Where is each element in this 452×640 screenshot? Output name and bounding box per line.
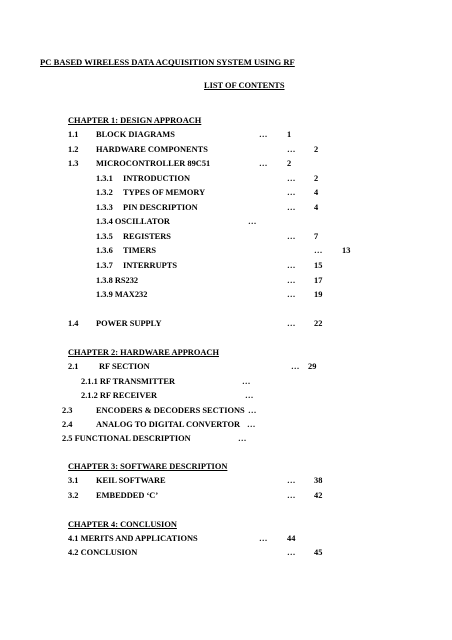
toc-dots: …	[287, 188, 296, 197]
chapter-1-heading: CHAPTER 1: DESIGN APPROACH	[68, 116, 202, 125]
toc-number: 1.4	[68, 319, 79, 328]
toc-page: 42	[314, 491, 323, 500]
toc-dots: …	[287, 145, 296, 154]
toc-dots: …	[291, 362, 300, 371]
toc-dots: …	[247, 420, 256, 429]
toc-dots: …	[287, 319, 296, 328]
toc-dots: …	[248, 406, 257, 415]
toc-dots: …	[287, 276, 296, 285]
toc-number: 1.3.3	[96, 203, 113, 212]
toc-label: 2.5 FUNCTIONAL DESCRIPTION	[62, 434, 191, 443]
chapter-2-heading: CHAPTER 2: HARDWARE APPROACH	[68, 348, 219, 357]
toc-dots: …	[287, 548, 296, 557]
toc-label: EMBEDDED ‘C’	[96, 491, 159, 500]
toc-number: 1.3	[68, 159, 79, 168]
toc-page: 38	[314, 476, 323, 485]
toc-number: 1.3.7	[96, 261, 113, 270]
toc-label: TYPES OF MEMORY	[123, 188, 206, 197]
toc-number: 1.1	[68, 130, 79, 139]
toc-dots: …	[287, 203, 296, 212]
toc-label: 1.3.4 OSCILLATOR	[96, 217, 170, 226]
toc-dots: …	[287, 261, 296, 270]
toc-label: KEIL SOFTWARE	[96, 476, 166, 485]
toc-label: ENCODERS & DECODERS SECTIONS	[96, 406, 245, 415]
toc-label: 2.1.1 RF TRANSMITTER	[81, 377, 175, 386]
toc-label: TIMERS	[123, 246, 157, 255]
toc-label: BLOCK DIAGRAMS	[96, 130, 175, 139]
toc-label: 1.3.9 MAX232	[96, 290, 148, 299]
toc-dots: …	[287, 476, 296, 485]
toc-dots: …	[259, 130, 268, 139]
toc-dots: …	[314, 246, 323, 255]
list-of-contents-heading: LIST OF CONTENTS	[204, 81, 285, 90]
document-title: PC BASED WIRELESS DATA ACQUISITION SYSTEM USING RF	[40, 57, 295, 67]
toc-number: 1.3.2	[96, 188, 113, 197]
toc-dots: …	[242, 377, 251, 386]
toc-dots: …	[259, 159, 268, 168]
toc-dots: …	[248, 217, 257, 226]
toc-page: 13	[342, 246, 351, 255]
toc-label: ANALOG TO DIGITAL CONVERTOR	[96, 420, 241, 429]
toc-label: 2.1.2 RF RECEIVER	[81, 391, 158, 400]
toc-label: HARDWARE COMPONENTS	[96, 145, 208, 154]
chapter-3-heading: CHAPTER 3: SOFTWARE DESCRIPTION	[68, 462, 228, 471]
toc-number: 3.2	[68, 491, 79, 500]
toc-page: 2	[314, 145, 319, 154]
toc-label: MICROCONTROLLER 89C51	[96, 159, 211, 168]
toc-label: PIN DESCRIPTION	[123, 203, 198, 212]
toc-number: 1.2	[68, 145, 79, 154]
toc-number: 1.3.6	[96, 246, 113, 255]
toc-page: 2	[314, 174, 319, 183]
toc-dots: …	[245, 391, 254, 400]
toc-number: 2.1	[68, 362, 79, 371]
toc-page: 4	[314, 188, 319, 197]
toc-label: POWER SUPPLY	[96, 319, 162, 328]
toc-dots: …	[259, 534, 268, 543]
toc-number: 1.3.1	[96, 174, 113, 183]
toc-dots: …	[287, 174, 296, 183]
toc-label: 4.1 MERITS AND APPLICATIONS	[68, 534, 198, 543]
toc-page: 19	[314, 290, 323, 299]
toc-dots: …	[287, 232, 296, 241]
toc-number: 2.4	[62, 420, 73, 429]
toc-page: 45	[314, 548, 323, 557]
toc-label: INTRODUCTION	[123, 174, 191, 183]
toc-dots: …	[287, 290, 296, 299]
toc-dots: …	[287, 491, 296, 500]
toc-page: 7	[314, 232, 319, 241]
toc-number: 2.3	[62, 406, 73, 415]
toc-label: RF SECTION	[99, 362, 150, 371]
toc-label: 1.3.8 RS232	[96, 276, 139, 285]
toc-page: 15	[314, 261, 323, 270]
toc-label: 4.2 CONCLUSION	[68, 548, 138, 557]
toc-page: 1	[287, 130, 292, 139]
toc-page: 44	[287, 534, 296, 543]
toc-page: 4	[314, 203, 319, 212]
toc-label: INTERRUPTS	[123, 261, 177, 270]
toc-label: REGISTERS	[123, 232, 171, 241]
toc-dots: …	[238, 434, 247, 443]
toc-page: 29	[308, 362, 317, 371]
chapter-4-heading: CHAPTER 4: CONCLUSION	[68, 520, 177, 529]
toc-number: 1.3.5	[96, 232, 113, 241]
toc-number: 3.1	[68, 476, 79, 485]
toc-page: 22	[314, 319, 323, 328]
toc-page: 17	[314, 276, 323, 285]
toc-page: 2	[287, 159, 292, 168]
